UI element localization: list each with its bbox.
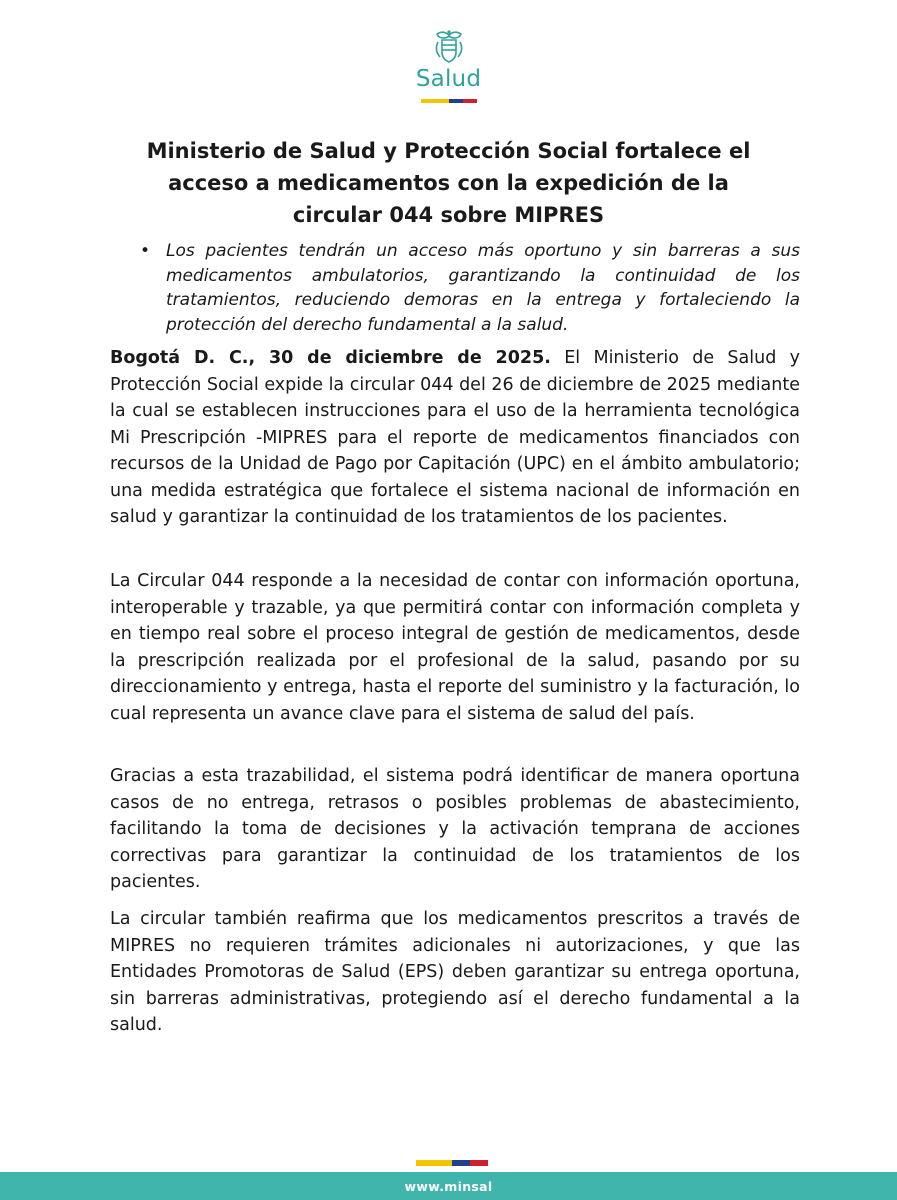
footer-band: [0, 1172, 897, 1200]
footer-flag-bar: [416, 1160, 488, 1166]
footer-url: www.minsal: [404, 1178, 493, 1194]
highlight-item: [140, 239, 800, 337]
press-release-title: Ministerio de Salud y Protección Social fortalece el acceso a medicamentos con la expedición de la circular 044 sobre MIPRES: [146, 139, 751, 227]
bullet-icon: •: [140, 241, 151, 261]
paragraph-1-text: El Ministerio de Salud y Protección Social expide la circular 044 del 26 de diciembre de 2025 mediante la cual se establecen instrucciones para el uso de la herramienta tecnológica Mi Prescripción -MIPRES para el reporte de medicamentos financiados con recursos de la Unidad de Pago por Capitación (UPC) en el ámbito ambulatorio; una medida estratégica que fortalece el sistema nacional de información en salud y garantizar la continuidad de los tratamientos de los pacientes.: [110, 348, 800, 527]
dateline: Bogotá D. C., 30 de diciembre de 2025.: [110, 348, 551, 368]
highlight-text: Los pacientes tendrán un acceso más oportuno y sin barreras a sus medicamentos ambulatorios, garantizando la continuidad de los tratamientos, reduciendo demoras en la entrega y fortaleciendo la protección del derecho fundamental a la salud.: [166, 241, 800, 335]
paragraph-4: La circular también reafirma que los medicamentos prescritos a través de MIPRES no requieren trámites adicionales ni autorizaciones, y que las Entidades Promotoras de Salud (EPS) deben garantizar su entrega oportuna, sin barreras administrativas, protegiendo así el derecho fundamental a la salud.: [110, 909, 800, 1035]
paragraph-1: [110, 345, 800, 531]
paragraph-2: La Circular 044 responde a la necesidad de contar con información oportuna, interoperable y trazable, ya que permitirá contar con información completa y en tiempo real sobre el proceso integral de gestión de medicamentos, desde la prescripción realizada por el profesional de la salud, pasando por su direccionamiento y entrega, hasta el reporte del suministro y la facturación, lo cual representa un avance clave para el sistema de salud del país.: [110, 571, 800, 724]
ministry-logo: [0, 26, 897, 103]
paragraph-3: Gracias a esta trazabilidad, el sistema podrá identificar de manera oportuna casos de no entrega, retrasos o posibles problemas de abastecimiento, facilitando la toma de decisiones y la activación temprana de acciones correctivas para garantizar la continuidad de los tratamientos de los pacientes.: [110, 766, 800, 892]
flag-bar: [421, 99, 477, 103]
coat-of-arms-icon: [429, 26, 469, 66]
logo-text: Salud: [415, 66, 482, 92]
highlights-list: [140, 239, 800, 337]
